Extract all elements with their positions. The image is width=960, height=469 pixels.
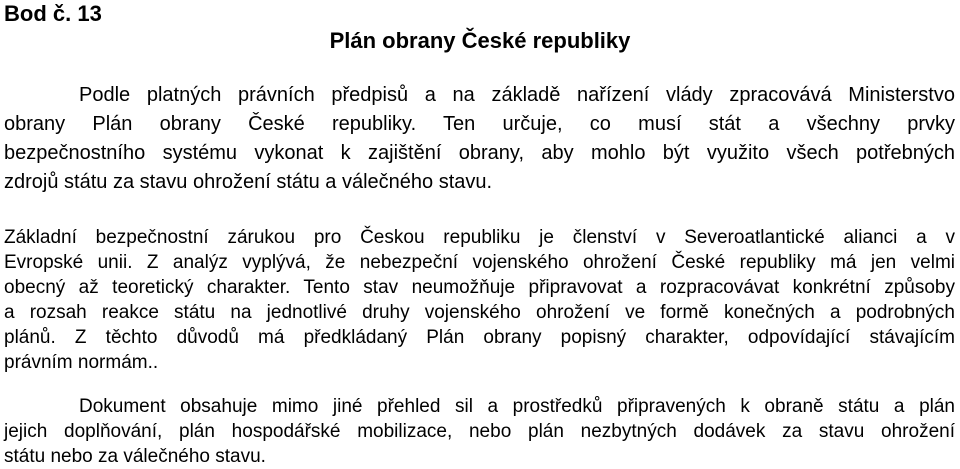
paragraph-line: Evropské unii. Z analýz vyplývá, že nebezpeční vojenského ohrožení České republiky má jen velmi [4, 252, 955, 273]
paragraph-line: bezpečnostního systému vykonat k zajištění obrany, aby mohlo být využito všech potřebných [4, 142, 955, 164]
paragraph-line: jejich doplňování, plán hospodářské mobilizace, nebo plán nezbytných dodávek za stavu ohrožení [4, 421, 955, 442]
paragraph-line: Dokument obsahuje mimo jiné přehled sil a prostředků připravených k obraně státu a plán [79, 396, 955, 417]
paragraph-line: Podle platných právních předpisů a na základě nařízení vlády zpracovává Ministerstvo [79, 84, 955, 106]
paragraph-line: obrany Plán obrany České republiky. Ten určuje, co musí stát a všechny prvky [4, 113, 955, 135]
document-title: Plán obrany České republiky [329, 28, 631, 53]
paragraph-document-contents [4, 394, 955, 469]
paragraph-line: Základní bezpečnostní zárukou pro Českou republiku je členství v Severoatlantické alianci a v [4, 227, 955, 248]
paragraph-line: obecný až teoretický charakter. Tento stav neumožňuje připravovat a rozpracovávat konkrétní způsoby [4, 277, 955, 298]
paragraph-line: a rozsah reakce státu na jednotlivé druhy vojenského ohrožení ve formě konečných a podrobných [4, 302, 955, 323]
paragraph-line: plánů. Z těchto důvodů má předkládaný Plán obrany popisný charakter, odpovídající stávajícím [4, 327, 955, 348]
paragraph-intro [4, 81, 955, 197]
paragraph-security-guarantee [4, 225, 955, 375]
paragraph-line: zdrojů státu za stavu ohrožení státu a válečného stavu. [4, 171, 493, 193]
paragraph-line: právním normám.. [4, 352, 159, 373]
item-number-heading: Bod č. 13 [4, 1, 102, 26]
paragraph-line: státu nebo za válečného stavu. [4, 446, 266, 467]
